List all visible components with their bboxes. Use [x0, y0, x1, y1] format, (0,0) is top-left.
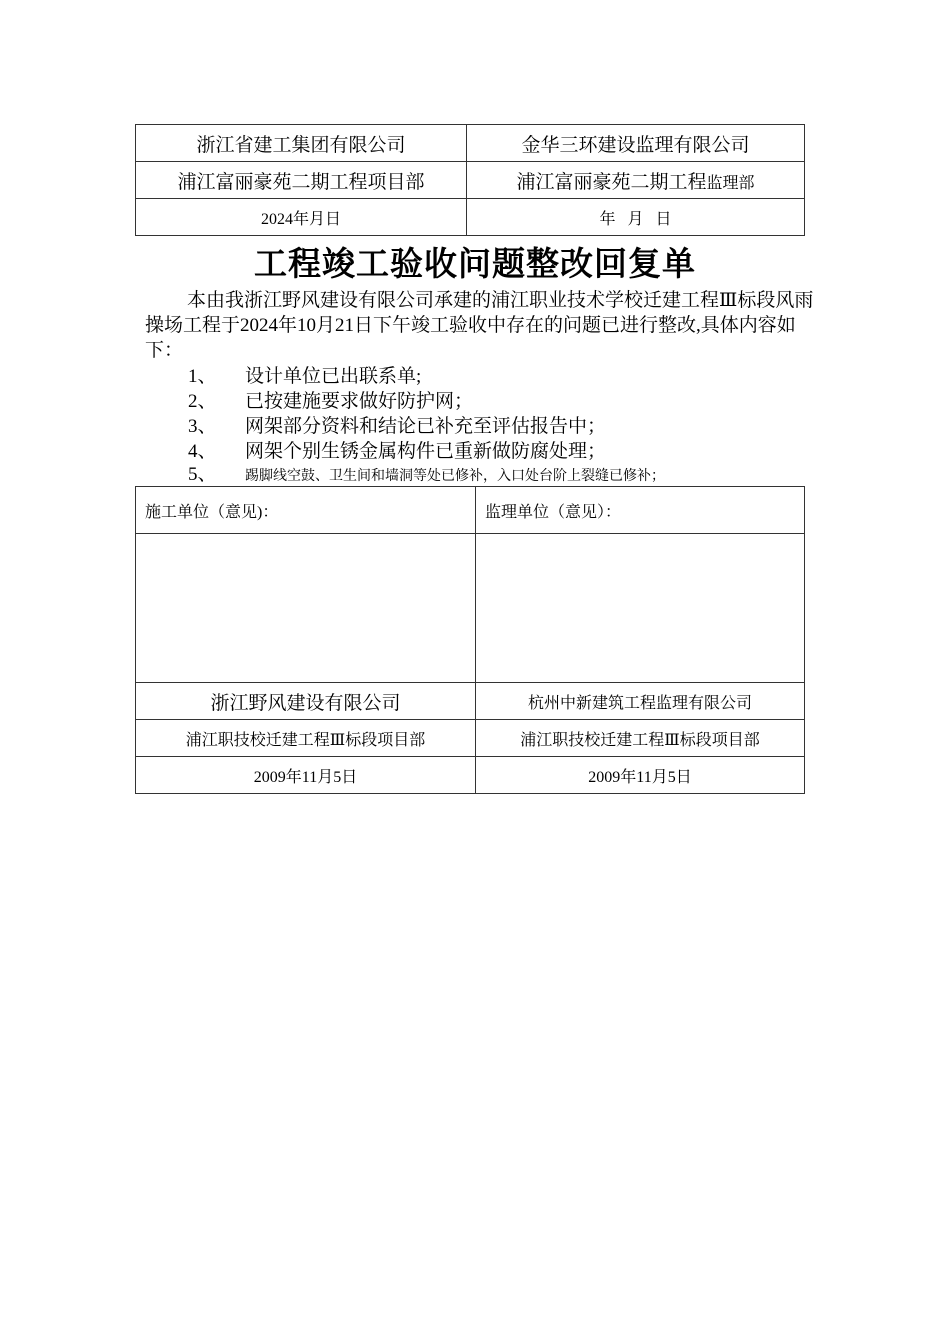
contractor-company: 浙江野风建设有限公司 — [136, 683, 476, 720]
opinion-signature-table — [135, 486, 805, 794]
header-signature-table — [135, 124, 805, 236]
list-item: 2、 已按建施要求做好防护网； — [188, 391, 474, 412]
table-row — [136, 199, 805, 236]
list-item: 5、 踢脚线空鼓、卫生间和墙洞等处已修补，入口处台阶上裂缝已修补； — [188, 464, 665, 485]
list-item: 1、 设计单位已出联系单; — [188, 366, 422, 387]
supervisor-company: 金华三环建设监理有限公司 — [467, 125, 805, 162]
table-row — [136, 720, 805, 757]
table-row — [136, 487, 805, 534]
table-row — [136, 757, 805, 794]
contractor-date: 2009年11月5日 — [136, 757, 476, 794]
supervisor-date: 2009年11月5日 — [476, 757, 805, 794]
contractor-date: 2024年月日 — [136, 199, 467, 236]
supervisor-opinion-label: 监理单位（意见）： — [476, 487, 805, 534]
supervisor-project-dept: 浦江职技校迁建工程Ⅲ标段项目部 — [476, 720, 805, 757]
list-item: 4、 网架个别生锈金属构件已重新做防腐处理； — [188, 441, 607, 462]
list-item: 3、 网架部分资料和结论已补充至评估报告中； — [188, 416, 607, 437]
contractor-project-dept: 浦江富丽豪苑二期工程项目部 — [136, 162, 467, 199]
supervisor-date: 年 月 日 — [467, 199, 805, 236]
table-row — [136, 125, 805, 162]
page-title: 工程竣工验收问题整改回复单 — [254, 244, 696, 283]
table-row — [136, 534, 805, 683]
intro-paragraph: 本由我浙江野风建设有限公司承建的浦江职业技术学校迁建工程Ⅲ标段风雨操场工程于2024年10月21日下午竣工验收中存在的问题已进行整改,具体内容如下： — [145, 290, 814, 361]
contractor-company: 浙江省建工集团有限公司 — [136, 125, 467, 162]
supervisor-opinion-field[interactable] — [476, 534, 805, 683]
contractor-project-dept: 浦江职技校迁建工程Ⅲ标段项目部 — [136, 720, 476, 757]
supervisor-project-dept: 浦江富丽豪苑二期工程监理部 — [467, 162, 805, 199]
contractor-opinion-label: 施工单位（意见)： — [136, 487, 476, 534]
table-row — [136, 683, 805, 720]
contractor-opinion-field[interactable] — [136, 534, 476, 683]
table-row — [136, 162, 805, 199]
supervisor-company: 杭州中新建筑工程监理有限公司 — [476, 683, 805, 720]
